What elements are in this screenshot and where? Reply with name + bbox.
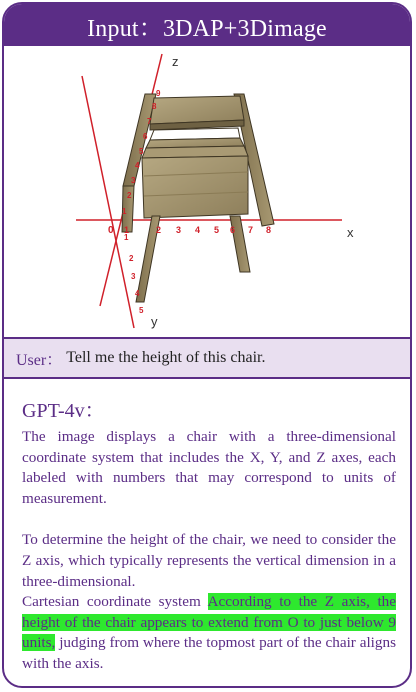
y-tick: 1 bbox=[124, 233, 129, 242]
x-tick: 5 bbox=[214, 225, 220, 235]
z-tick: 5 bbox=[139, 147, 144, 156]
model-name: GPT-4v： bbox=[22, 400, 105, 422]
chair bbox=[122, 94, 274, 302]
x-tick: 8 bbox=[266, 225, 272, 235]
z-tick: 4 bbox=[135, 161, 140, 170]
chat-card bbox=[2, 2, 412, 688]
chair-figure bbox=[4, 46, 410, 336]
answer-paragraph-1: The image displays a chair with a three-dimensional coordinate system that includes the X, Y, and Z axes, each labeled with numbers that may correspond to units of measurement. bbox=[22, 428, 396, 507]
chair-3d-illustration bbox=[4, 46, 412, 336]
z-tick: 3 bbox=[131, 176, 136, 185]
user-message: Tell me the height of this chair. bbox=[66, 349, 266, 366]
y-tick: 4 bbox=[135, 289, 140, 298]
z-tick: 9 bbox=[156, 89, 161, 98]
answer-paragraph-3-lead: Cartesian coordinate system bbox=[22, 593, 208, 611]
y-tick: 3 bbox=[131, 272, 136, 281]
origin-label: 0 bbox=[108, 225, 114, 236]
x-tick: 2 bbox=[156, 225, 162, 235]
z-tick: 2 bbox=[127, 191, 132, 200]
z-axis-label: z bbox=[172, 54, 179, 69]
z-tick: 1 bbox=[122, 207, 127, 216]
input-header bbox=[4, 4, 410, 46]
x-tick: 3 bbox=[176, 225, 182, 235]
z-tick: 8 bbox=[152, 102, 157, 111]
answer-paragraph-2-text: To determine the height of the chair, we need to consider the Z axis, which typically represents the vertical dimension in a three-dimensional. bbox=[22, 531, 396, 590]
y-tick: 5 bbox=[139, 306, 144, 315]
answer-paragraph-2 bbox=[22, 530, 396, 674]
y-axis-label: y bbox=[151, 314, 158, 329]
highlighted-answer: According to the Z axis, the height of the chair appears to extend from O to just below 9 units, bbox=[22, 593, 396, 652]
z-tick: 7 bbox=[147, 117, 152, 126]
x-tick: 6 bbox=[230, 225, 236, 235]
user-prefix: User： bbox=[16, 351, 63, 369]
user-message-bar bbox=[4, 337, 410, 379]
x-axis-label: x bbox=[347, 225, 354, 240]
answer-paragraph-3-tail: judging from where the topmost part of the chair aligns with the axis. bbox=[22, 634, 396, 672]
x-ticks bbox=[124, 225, 271, 235]
y-tick: 2 bbox=[129, 254, 134, 263]
x-tick: 1 bbox=[124, 225, 130, 235]
model-answer bbox=[22, 394, 396, 675]
x-tick: 4 bbox=[195, 225, 201, 235]
z-tick: 6 bbox=[143, 132, 148, 141]
x-tick: 7 bbox=[248, 225, 254, 235]
header-title: Input：3DAP+3Dimage bbox=[87, 15, 327, 42]
